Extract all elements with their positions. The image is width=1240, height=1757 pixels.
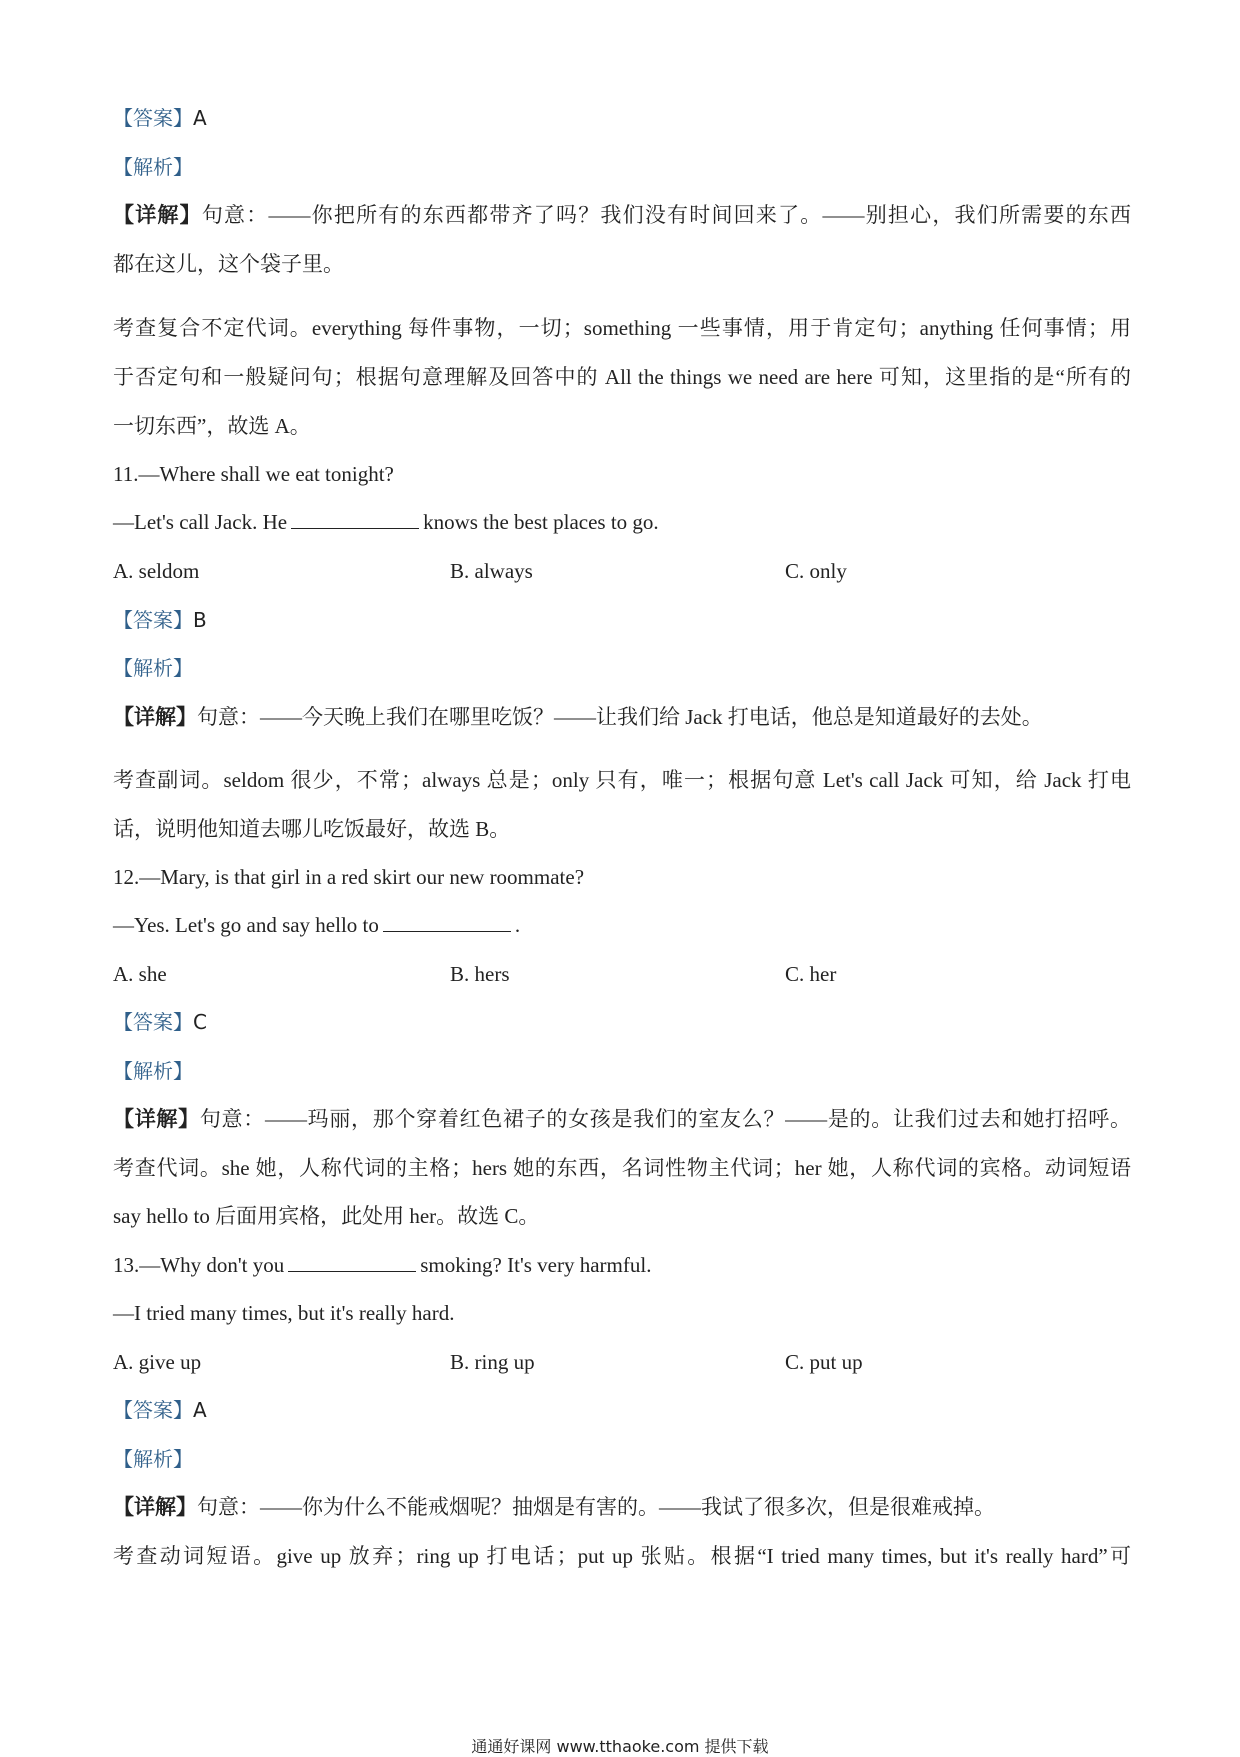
q13-detail-line: [113, 1497, 995, 1518]
q10-analysis-line: [113, 157, 193, 178]
analysis-label: 【解析】: [113, 155, 193, 179]
answer-label: 【答案】: [113, 1398, 193, 1422]
answer-value: A: [193, 1398, 207, 1422]
q12-detail-line: [113, 1109, 1131, 1130]
q12-explain-line2: say hello to 后面用宾格，此处用 her。故选 C。: [113, 1204, 540, 1228]
detail-text: 句意：——你把所有的东西都带齐了吗？我们没有时间回来了。——别担心，我们所需要的东西: [201, 203, 1132, 227]
answer-value: C: [193, 1010, 207, 1034]
q11-explain-line2: 话，说明他知道去哪儿吃饭最好，故选 B。: [113, 817, 511, 841]
analysis-label: 【解析】: [113, 1059, 193, 1083]
q13-option-b: B. ring up: [450, 1350, 535, 1374]
q10-detail-line2: 都在这儿，这个袋子里。: [113, 252, 344, 276]
q12-stem-line1: 12.—Mary, is that girl in a red skirt our new roommate?: [113, 865, 585, 889]
answer-label: 【答案】: [113, 106, 193, 130]
detail-text: 句意：——你为什么不能戒烟呢？抽烟是有害的。——我试了很多次，但是很难戒掉。: [197, 1495, 995, 1519]
q12-answer-line: [113, 1012, 207, 1033]
q13-option-a: A. give up: [113, 1350, 202, 1374]
detail-text: 句意：——今天晚上我们在哪里吃饭？——让我们给 Jack 打电话，他总是知道最好的去处。: [197, 705, 1043, 729]
q12-option-c: C. her: [785, 962, 837, 986]
q12-option-a: A. she: [113, 962, 167, 986]
q11-detail-line: [113, 707, 1043, 728]
page-footer: 通通好课网 www.tthaoke.com 提供下载: [471, 1737, 769, 1756]
stem-text: smoking? It's very harmful.: [420, 1253, 652, 1277]
q13-option-c: C. put up: [785, 1350, 863, 1374]
detail-label: 【详解】: [113, 1107, 200, 1131]
detail-text: 句意：——玛丽，那个穿着红色裙子的女孩是我们的室友么？——是的。让我们过去和她打招呼。: [199, 1107, 1132, 1131]
q11-option-c: C. only: [785, 559, 847, 583]
stem-text: knows the best places to go.: [423, 510, 659, 534]
q11-explain-line1: 考查副词。seldom 很少，不常；always 总是；only 只有，唯一；根据句意 Let's call Jack 可知，给 Jack 打电: [113, 768, 1131, 792]
answer-blank: [288, 1270, 416, 1272]
answer-value: A: [193, 106, 207, 130]
q11-answer-line: [113, 610, 207, 631]
detail-label: 【详解】: [113, 705, 197, 729]
q12-stem-line2: [113, 915, 520, 936]
stem-text: .: [514, 913, 521, 937]
q11-option-a: A. seldom: [113, 559, 200, 583]
q13-explain-line1: 考查动词短语。give up 放弃；ring up 打电话；put up 张贴。根据“I tried many times, but it's really hard”可: [113, 1544, 1131, 1568]
q11-analysis-line: [113, 658, 193, 679]
q13-answer-line: [113, 1400, 207, 1421]
answer-label: 【答案】: [113, 608, 193, 632]
q10-detail-line1: [113, 205, 1131, 226]
q10-explain-line3: 一切东西”，故选 A。: [113, 414, 311, 438]
q13-analysis-line: [113, 1449, 193, 1470]
q12-option-b: B. hers: [450, 962, 510, 986]
q12-explain-line1: 考查代词。she 她，人称代词的主格；hers 她的东西，名词性物主代词；her 她，人称代词的宾格。动词短语: [113, 1156, 1131, 1180]
answer-label: 【答案】: [113, 1010, 193, 1034]
analysis-label: 【解析】: [113, 1447, 193, 1471]
answer-blank: [383, 930, 511, 932]
q11-stem-line2: [113, 512, 659, 533]
answer-value: B: [193, 608, 207, 632]
stem-text: —Yes. Let's go and say hello to: [113, 913, 379, 937]
stem-text: —Let's call Jack. He: [113, 510, 288, 534]
q10-answer-line: [113, 108, 207, 129]
q13-stem-line1: [113, 1255, 651, 1276]
detail-label: 【详解】: [113, 203, 202, 227]
q11-option-b: B. always: [450, 559, 533, 583]
q10-explain-line1: 考查复合不定代词。everything 每件事物，一切；something 一些事情，用于肯定句；anything 任何事情；用: [113, 316, 1131, 340]
detail-label: 【详解】: [113, 1495, 197, 1519]
q13-stem-line2: —I tried many times, but it's really hard.: [113, 1301, 455, 1325]
q11-stem-line1: 11.—Where shall we eat tonight?: [113, 462, 394, 486]
analysis-label: 【解析】: [113, 656, 193, 680]
q12-analysis-line: [113, 1061, 193, 1082]
answer-blank: [291, 527, 419, 529]
stem-text: 13.—Why don't you: [113, 1253, 285, 1277]
q10-explain-line2: 于否定句和一般疑问句；根据句意理解及回答中的 All the things we need are here 可知，这里指的是“所有的: [113, 365, 1131, 389]
